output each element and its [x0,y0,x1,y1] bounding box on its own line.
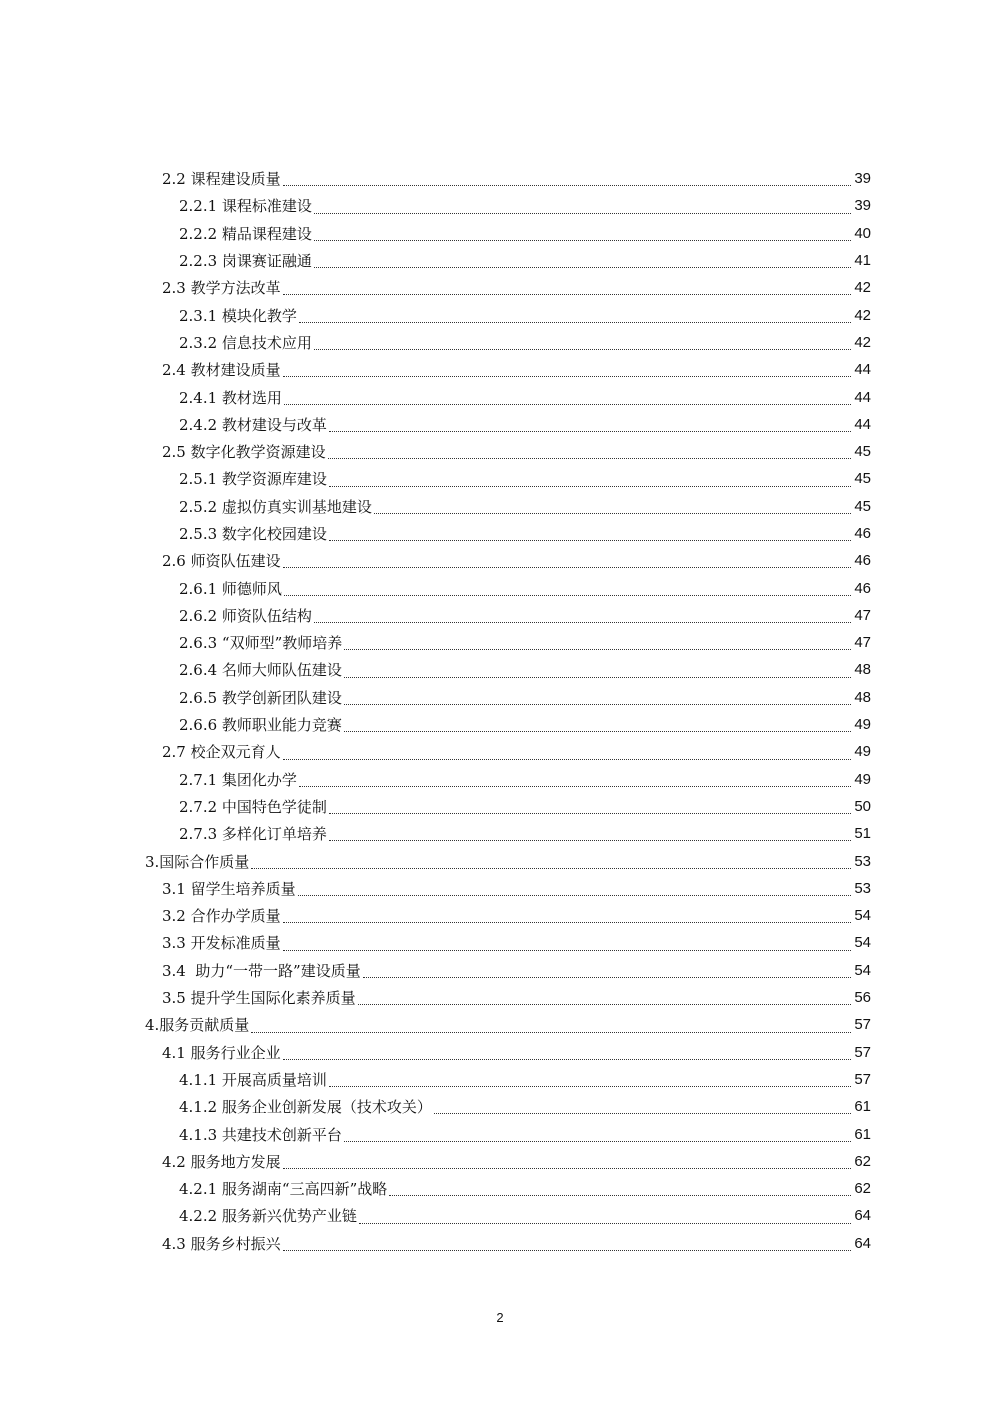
toc-entry-page-number: 64 [854,1234,871,1252]
toc-entry[interactable] [0,1148,1000,1175]
toc-entry[interactable] [0,411,1000,438]
toc-entry-label: 2.3.2 信息技术应用 [179,333,312,352]
toc-entry-label: 2.5 数字化教学资源建设 [162,443,326,462]
toc-entry-page-number: 61 [854,1125,871,1143]
toc-entry[interactable] [0,820,1000,847]
dot-leader [314,231,851,241]
dot-leader [299,313,851,323]
toc-entry-label: 2.2.3 岗课赛证融通 [179,252,312,271]
dot-leader [344,668,851,678]
toc-entry-label: 2.7.2 中国特色学徒制 [179,797,327,816]
toc-entry-label: 2.6.5 教学创新团队建设 [179,688,342,707]
toc-entry[interactable] [0,465,1000,492]
toc-entry-page-number: 49 [854,716,871,734]
toc-entry-page-number: 49 [854,770,871,788]
toc-entry-label: 2.3.1 模块化教学 [179,306,297,325]
toc-entry-label: 3.4 助力“一带一路”建设质量 [162,961,361,980]
dot-leader [363,968,851,978]
toc-entry[interactable] [0,875,1000,902]
toc-entry-page-number: 57 [854,1070,871,1088]
dot-leader [283,750,851,760]
toc-entry-page-number: 50 [854,797,871,815]
toc-entry[interactable] [0,247,1000,274]
toc-entry-label: 2.2 课程建设质量 [162,170,281,189]
toc-entry-page-number: 64 [854,1207,871,1225]
dot-leader [299,777,851,787]
toc-entry-page-number: 41 [854,252,871,270]
toc-entry-page-number: 56 [854,989,871,1007]
toc-entry-page-number: 46 [854,552,871,570]
toc-entry-page-number: 44 [854,361,871,379]
toc-entry-page-number: 53 [854,852,871,870]
dot-leader [251,1023,851,1033]
toc-entry-label: 4.1 服务行业企业 [162,1043,281,1062]
dot-leader [283,1050,851,1060]
toc-entry[interactable] [0,1093,1000,1120]
toc-entry-label: 2.2.1 课程标准建设 [179,197,312,216]
toc-entry[interactable] [0,684,1000,711]
dot-leader [284,395,851,405]
dot-leader [314,613,851,623]
toc-entry[interactable] [0,574,1000,601]
toc-entry-page-number: 39 [854,170,871,188]
toc-entry[interactable] [0,220,1000,247]
toc-entry-label: 2.7.3 多样化订单培养 [179,825,327,844]
toc-entry-page-number: 46 [854,525,871,542]
toc-entry-label: 4.服务贡献质量 [145,1016,250,1035]
dot-leader [284,586,851,596]
toc-entry[interactable] [0,547,1000,574]
toc-entry[interactable] [0,847,1000,874]
dot-leader [329,804,851,814]
toc-entry-label: 2.4.2 教材建设与改革 [179,415,327,434]
toc-entry[interactable] [0,738,1000,765]
dot-leader [283,913,851,923]
toc-entry[interactable] [0,602,1000,629]
toc-entry[interactable] [0,1039,1000,1066]
toc-entry[interactable] [0,165,1000,192]
toc-entry-label: 2.5.1 教学资源库建设 [179,470,327,489]
dot-leader [358,995,851,1005]
toc-entry-label: 3.国际合作质量 [145,852,250,871]
toc-entry-label: 3.3 开发标准质量 [162,934,281,953]
toc-entry-page-number: 54 [854,961,871,979]
toc-entry-page-number: 47 [854,606,871,624]
toc-entry-page-number: 45 [854,470,871,488]
toc-entry[interactable] [0,1066,1000,1093]
toc-entry-label: 2.7 校企双元育人 [162,743,281,762]
toc-entry-page-number: 45 [854,443,871,461]
dot-leader [314,258,851,268]
toc-entry-page-number: 47 [854,634,871,652]
toc-entry-page-number: 45 [854,497,871,515]
toc-entry[interactable] [0,192,1000,219]
dot-leader [344,722,851,732]
toc-entry[interactable] [0,383,1000,410]
toc-entry-page-number: 54 [854,907,871,925]
toc-entry-page-number: 42 [854,306,871,324]
toc-entry-label: 2.6.6 教师职业能力竞赛 [179,716,342,735]
toc-entry-page-number: 44 [854,388,871,406]
dot-leader [329,422,851,432]
toc-entry-page-number: 44 [854,415,871,433]
toc-entry-label: 2.4 教材建设质量 [162,361,281,380]
dot-leader [314,340,851,350]
toc-entry[interactable] [0,1120,1000,1147]
toc-entry-label: 4.3 服务乡村振兴 [162,1234,281,1253]
page-number: 2 [496,1310,504,1325]
toc-entry[interactable] [0,957,1000,984]
dot-leader [328,449,851,459]
toc-entry-page-number: 49 [854,743,871,761]
toc-entry-page-number: 48 [854,688,871,706]
toc-entry-page-number: 39 [854,197,871,215]
dot-leader [283,285,851,295]
dot-leader [329,1077,851,1087]
toc-entry[interactable] [0,711,1000,738]
toc-entry-label: 2.6.1 师德师风 [179,579,282,598]
toc-entry[interactable] [0,1202,1000,1229]
toc-entry[interactable] [0,356,1000,383]
dot-leader [283,941,851,951]
toc-entry-page-number: 62 [854,1180,871,1198]
toc-entry-page-number: 46 [854,579,871,597]
toc-entry-label: 2.6 师资队伍建设 [162,552,281,571]
toc-entry-label: 3.5 提升学生国际化素养质量 [162,989,356,1008]
dot-leader [314,204,851,214]
toc-entry[interactable] [0,929,1000,956]
toc-entry-page-number: 62 [854,1152,871,1170]
dot-leader [329,477,851,487]
toc-entry[interactable] [0,493,1000,520]
dot-leader [283,367,851,377]
toc-entry-page-number: 51 [854,825,871,843]
toc-entry-label: 2.4.1 教材选用 [179,388,282,407]
toc-entry-label: 2.2.2 精品课程建设 [179,224,312,243]
toc-entry[interactable] [0,1011,1000,1038]
toc-entry-label: 2.5.2 虚拟仿真实训基地建设 [179,497,372,516]
toc-entry[interactable] [0,1175,1000,1202]
toc-entry[interactable] [0,984,1000,1011]
toc-entry-label: 2.6.3 “双师型”教师培养 [179,634,343,653]
dot-leader [283,1241,851,1251]
toc-entry[interactable] [0,438,1000,465]
table-of-contents [0,165,1000,1257]
dot-leader [389,1186,851,1196]
dot-leader [344,1132,851,1142]
toc-entry[interactable] [0,793,1000,820]
toc-entry-label: 4.2.2 服务新兴优势产业链 [179,1207,357,1226]
toc-entry[interactable] [0,902,1000,929]
toc-entry[interactable] [0,1230,1000,1257]
dot-leader [329,531,851,541]
toc-entry-page-number: 57 [854,1043,871,1061]
dot-leader [434,1104,851,1114]
toc-entry-page-number: 57 [854,1016,871,1034]
toc-entry-label: 2.6.2 师资队伍结构 [179,606,312,625]
toc-entry-page-number: 54 [854,934,871,952]
toc-entry-label: 4.1.1 开展高质量培训 [179,1070,327,1089]
dot-leader [251,859,851,869]
toc-entry-label: 3.1 留学生培养质量 [162,879,296,898]
toc-entry[interactable] [0,301,1000,328]
toc-entry-page-number: 61 [854,1098,871,1116]
toc-entry-label: 3.2 合作办学质量 [162,907,281,926]
dot-leader [283,1159,851,1169]
toc-entry-label: 2.7.1 集团化办学 [179,770,297,789]
toc-entry-label: 2.6.4 名师大师队伍建设 [179,661,342,680]
toc-entry[interactable] [0,656,1000,683]
toc-entry-page-number: 40 [854,224,871,242]
toc-entry-label: 2.5.3 数字化校园建设 [179,525,327,543]
dot-leader [329,831,851,841]
dot-leader [298,886,851,896]
toc-entry-page-number: 48 [854,661,871,679]
toc-entry[interactable] [0,274,1000,301]
dot-leader [359,1214,851,1224]
toc-entry-label: 4.2.1 服务湖南“三高四新”战略 [179,1180,388,1199]
toc-entry-label: 4.2 服务地方发展 [162,1152,281,1171]
toc-entry-label: 4.1.2 服务企业创新发展（技术攻关） [179,1098,432,1117]
dot-leader [344,640,851,650]
dot-leader [344,695,851,705]
toc-entry-page-number: 42 [854,279,871,297]
dot-leader [283,558,851,568]
toc-entry-label: 2.3 教学方法改革 [162,279,281,298]
dot-leader [283,176,851,186]
toc-entry-page-number: 42 [854,333,871,351]
toc-entry[interactable] [0,766,1000,793]
toc-entry-label: 4.1.3 共建技术创新平台 [179,1125,342,1144]
toc-entry[interactable] [0,520,1000,547]
toc-entry[interactable] [0,329,1000,356]
toc-entry[interactable] [0,629,1000,656]
toc-entry-page-number: 53 [854,879,871,897]
dot-leader [374,504,851,514]
